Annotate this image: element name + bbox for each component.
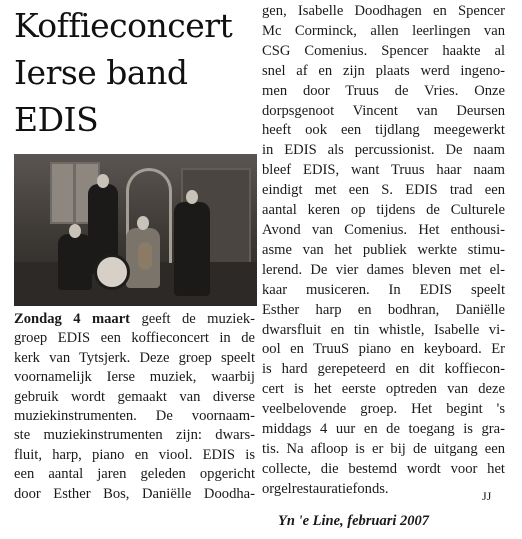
lead-date: Zondag 4 maart: [14, 311, 131, 327]
text-line: [14, 310, 255, 329]
text-line: snel af en zijn plaats werd ingeno-: [262, 62, 505, 79]
author-signature: JJ: [482, 489, 492, 503]
text-line: tis. Na afloop is er bij de uitgang een: [262, 440, 505, 457]
band-member-right: [174, 202, 210, 296]
text-line: middags 4 uur en de toegang is gra-: [262, 421, 505, 438]
text-line: kaar musiceren. In EDIS speelt: [262, 281, 505, 298]
band-member-face: [186, 190, 198, 204]
band-member-left: [58, 234, 92, 290]
band-member-face: [97, 174, 109, 188]
headline-line: Ierse band: [14, 53, 188, 92]
headline: [14, 2, 254, 143]
text-line: lerend. De vier dames bleven met el-: [262, 261, 505, 278]
text-line: dorpsgenoot Vincent van Deursen: [262, 102, 505, 119]
text-line: heeft ook een tijdlang meegewerkt: [262, 122, 505, 139]
headline-line: Koffieconcert: [14, 6, 233, 45]
text-line: ste muziekinstrumenten zijn: dwars-: [14, 427, 255, 444]
text-line: asme van het publiek werkte stimu-: [262, 241, 505, 258]
text-line: dwarsfluit en tin whistle, Isabelle vi-: [262, 321, 505, 338]
band-photo: [14, 154, 257, 306]
text-fragment: geeft de muziek-: [130, 311, 255, 327]
source-credit: Yn 'e Line, februari 2007: [278, 513, 430, 529]
text-line: Mc Corminck, allen leerlingen van: [262, 22, 505, 39]
text-line: CSG Comenius. Spencer haakte al: [262, 42, 505, 59]
text-line: groep EDIS een koffieconcert in de: [14, 330, 255, 347]
article-right-column: [262, 2, 505, 500]
text-line: cert is het eerste optreden van deze: [262, 381, 505, 398]
text-line: Avond van Comenius. Het enthousi-: [262, 221, 505, 238]
text-line: Esther harp en bodhran, Daniëlle: [262, 301, 505, 318]
text-line: gebruik wordt gemaakt van diverse: [14, 388, 255, 405]
headline-line: EDIS: [14, 100, 99, 139]
text-line: veelbelovende groep. Het begint 's: [262, 401, 505, 418]
text-line: in EDIS als percussionist. De naam: [262, 142, 505, 159]
bodhran-drum: [94, 254, 130, 290]
text-line: aantal keren op tijdens de Culturele: [262, 202, 505, 219]
text-line: door Esther Bos, Daniëlle Doodha-: [14, 485, 255, 502]
text-line: fluit, harp, piano en viool. EDIS is: [14, 446, 255, 463]
violin-shape: [138, 242, 152, 270]
text-line: muziekinstrumenten. De voornaam-: [14, 408, 255, 425]
text-line: voornamelijk Ierse muziek, waarbij: [14, 369, 255, 386]
text-line: gen, Isabelle Doodhagen en Spencer: [262, 3, 505, 19]
text-line: men door Truus de Vries. Onze: [262, 82, 505, 99]
band-member-face: [137, 216, 149, 230]
text-line: orgelrestauratiefonds.: [262, 480, 389, 497]
band-member-face: [69, 224, 81, 238]
text-line: een aantal jaren geleden opgericht: [14, 466, 255, 483]
text-line: is hard gerepeteerd en dit koffiecon-: [262, 361, 505, 378]
text-line: kerk van Tytsjerk. Deze groep speelt: [14, 349, 255, 366]
text-line: collecte, die bestemd wordt voor het: [262, 460, 505, 477]
article-left-column: [14, 310, 255, 504]
text-line: eindigt met een S. EDIS trad een: [262, 182, 505, 199]
text-line: bleef EDIS, want Truus haar naam: [262, 162, 505, 179]
text-line: ool en TruuS piano en keyboard. Er: [262, 341, 505, 358]
